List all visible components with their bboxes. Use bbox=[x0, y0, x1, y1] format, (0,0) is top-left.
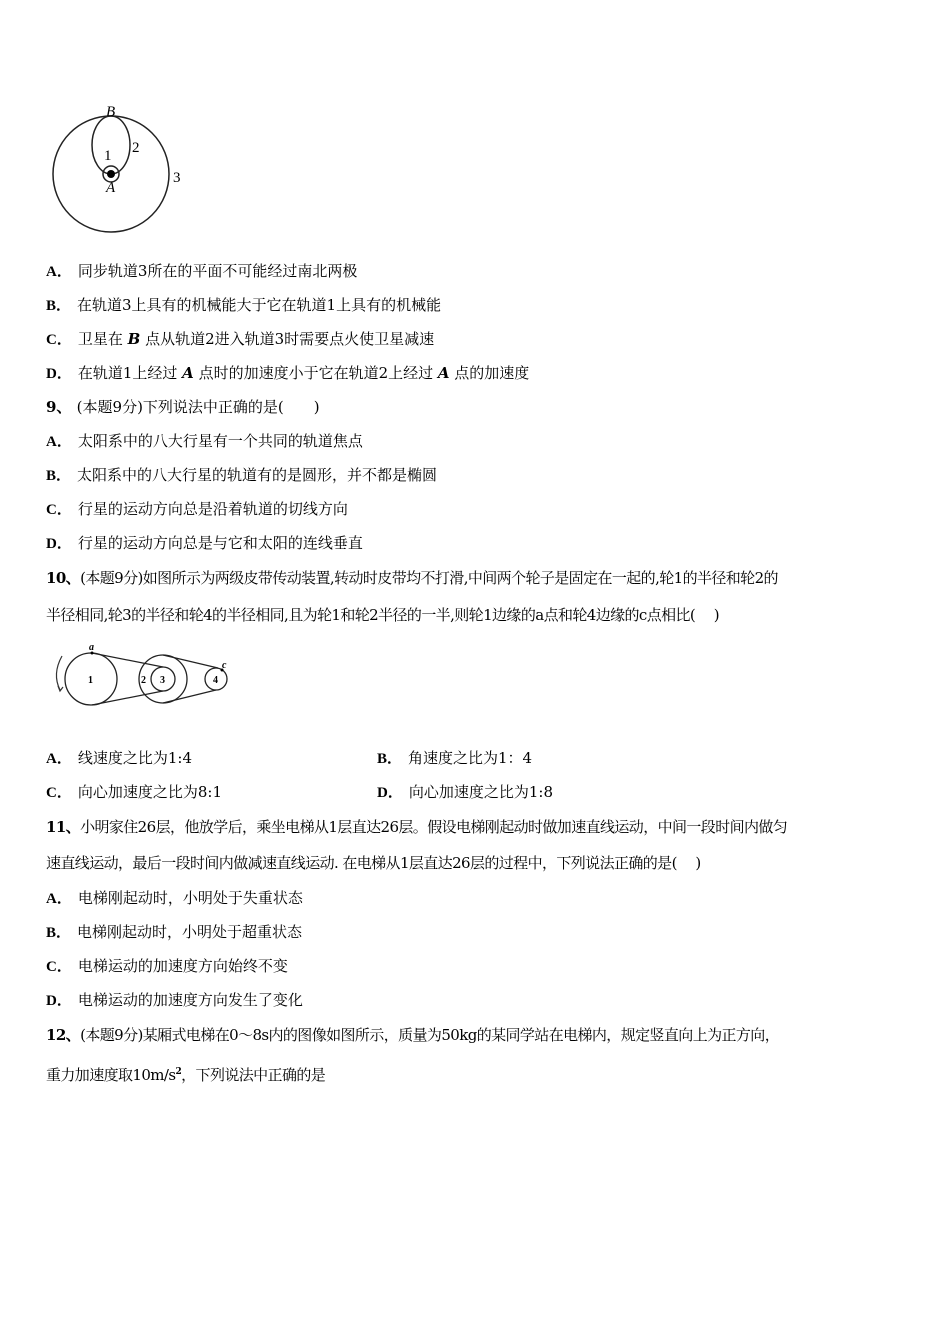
orbit-diagram bbox=[44, 98, 194, 238]
option-text: 向心加速度之比为8:1 bbox=[77, 783, 222, 801]
option-label: D． bbox=[46, 536, 72, 552]
option-label: C． bbox=[46, 785, 72, 801]
q11-option-c bbox=[46, 956, 288, 977]
option-label: A． bbox=[46, 891, 72, 907]
svg-text:1: 1 bbox=[88, 675, 93, 686]
option-text: 行星的运动方向总是沿着轨道的切线方向 bbox=[77, 500, 348, 518]
q12-stem-line2 bbox=[46, 1062, 325, 1085]
q11-stem-line1 bbox=[46, 817, 787, 837]
option-text-pre: 卫星在 bbox=[77, 330, 128, 348]
option-label: C． bbox=[46, 332, 72, 348]
option-label: B． bbox=[46, 468, 72, 484]
option-label: B． bbox=[377, 751, 403, 767]
q9-option-c bbox=[46, 499, 348, 520]
option-text: 行星的运动方向总是与它和太阳的连线垂直 bbox=[77, 534, 363, 552]
q10-option-c bbox=[46, 782, 222, 803]
q11-stem-line2 bbox=[46, 853, 701, 873]
question-number: 9、 bbox=[46, 398, 72, 416]
option-text: 太阳系中的八大行星的轨道有的是圆形，并不都是椭圆 bbox=[77, 466, 438, 484]
variable-a: A bbox=[437, 364, 450, 382]
svg-text:B: B bbox=[106, 104, 116, 120]
option-text: 线速度之比为1:4 bbox=[77, 749, 192, 767]
svg-text:2: 2 bbox=[132, 140, 140, 156]
q11-option-a bbox=[46, 888, 303, 909]
belt-drive-diagram bbox=[50, 638, 240, 713]
option-label: A． bbox=[46, 264, 72, 280]
superscript: 2 bbox=[175, 1067, 182, 1077]
option-text: 同步轨道3所在的平面不可能经过南北两极 bbox=[77, 262, 358, 280]
option-text: 电梯刚起动时，小明处于超重状态 bbox=[77, 923, 303, 941]
q8-option-b bbox=[46, 295, 441, 316]
question-stem: (本题9分)某厢式电梯在0～8s内的图像如图所示，质量为50kg的某同学站在电梯内，规定竖直向上为正方向， bbox=[80, 1026, 780, 1044]
q8-option-c bbox=[46, 329, 434, 350]
option-text-post: 点的加速度 bbox=[449, 364, 530, 382]
q10-option-a bbox=[46, 748, 192, 769]
svg-text:A: A bbox=[106, 180, 116, 196]
question-stem-post: ，下列说法中正确的是 bbox=[181, 1066, 326, 1084]
option-label: C． bbox=[46, 502, 72, 518]
option-text: 电梯运动的加速度方向始终不变 bbox=[77, 957, 288, 975]
q11-option-b bbox=[46, 922, 302, 943]
q9-option-b bbox=[46, 465, 437, 486]
q10-stem-line2 bbox=[46, 605, 719, 625]
option-label: D． bbox=[46, 366, 72, 382]
option-text: 在轨道3上具有的机械能大于它在轨道1上具有的机械能 bbox=[77, 296, 442, 314]
q12-stem-line1 bbox=[46, 1025, 779, 1045]
option-text-mid: 点时的加速度小于它在轨道2上经过 bbox=[193, 364, 438, 382]
svg-text:2: 2 bbox=[141, 675, 146, 686]
svg-text:c: c bbox=[222, 660, 227, 671]
svg-text:4: 4 bbox=[213, 675, 218, 686]
option-label: C． bbox=[46, 959, 72, 975]
q9-option-a bbox=[46, 431, 363, 452]
question-stem-pre: 重力加速度取10m/s bbox=[46, 1066, 176, 1084]
svg-text:3: 3 bbox=[173, 170, 181, 186]
belt-drive-svg bbox=[50, 638, 240, 713]
q8-option-d bbox=[46, 363, 529, 384]
svg-text:1: 1 bbox=[104, 148, 112, 164]
option-text: 向心加速度之比为1:8 bbox=[408, 783, 553, 801]
svg-text:a: a bbox=[89, 642, 94, 653]
option-text: 太阳系中的八大行星有一个共同的轨道焦点 bbox=[77, 432, 363, 450]
q9-stem bbox=[46, 397, 320, 417]
variable-a: A bbox=[182, 364, 194, 382]
q10-option-d bbox=[377, 782, 553, 803]
option-label: A． bbox=[46, 751, 72, 767]
option-text-post: 点从轨道2进入轨道3时需要点火使卫星减速 bbox=[140, 330, 435, 348]
svg-text:3: 3 bbox=[160, 675, 165, 686]
option-label: B． bbox=[46, 925, 72, 941]
question-stem: (本题9分)下列说法中正确的是( ) bbox=[76, 398, 320, 416]
question-stem: 小明家住26层，他放学后，乘坐电梯从1层直达26层。假设电梯刚起动时做加速直线运动，中间一段时间内做匀 bbox=[80, 818, 788, 836]
q9-option-d bbox=[46, 533, 363, 554]
orbit-diagram-svg bbox=[44, 98, 194, 238]
question-stem: 半径相同,轮3的半径和轮4的半径相同,且为轮1和轮2半径的一半,则轮1边缘的a点和轮4边缘的c点相比( ) bbox=[46, 606, 719, 624]
question-number: 11、 bbox=[46, 818, 81, 836]
option-label: B． bbox=[46, 298, 72, 314]
option-text-pre: 在轨道1上经过 bbox=[77, 364, 183, 382]
variable-b: B bbox=[127, 330, 141, 348]
q10-stem-line1 bbox=[46, 568, 778, 588]
option-label: A． bbox=[46, 434, 72, 450]
q11-option-d bbox=[46, 990, 303, 1011]
option-label: D． bbox=[377, 785, 403, 801]
q10-option-b bbox=[377, 748, 532, 769]
q8-option-a bbox=[46, 261, 357, 282]
option-label: D． bbox=[46, 993, 72, 1009]
question-number: 12、 bbox=[46, 1026, 81, 1044]
question-stem: 速直线运动，最后一段时间内做减速直线运动. 在电梯从1层直达26层的过程中，下列说法正确的是( ) bbox=[46, 854, 701, 872]
option-text: 电梯刚起动时，小明处于失重状态 bbox=[77, 889, 303, 907]
question-number: 10、 bbox=[46, 569, 81, 587]
option-text: 电梯运动的加速度方向发生了变化 bbox=[77, 991, 303, 1009]
question-stem: (本题9分)如图所示为两级皮带传动装置,转动时皮带均不打滑,中间两个轮子是固定在一起的,轮1的半径和轮2的 bbox=[80, 569, 778, 587]
option-text: 角速度之比为1：4 bbox=[408, 749, 533, 767]
